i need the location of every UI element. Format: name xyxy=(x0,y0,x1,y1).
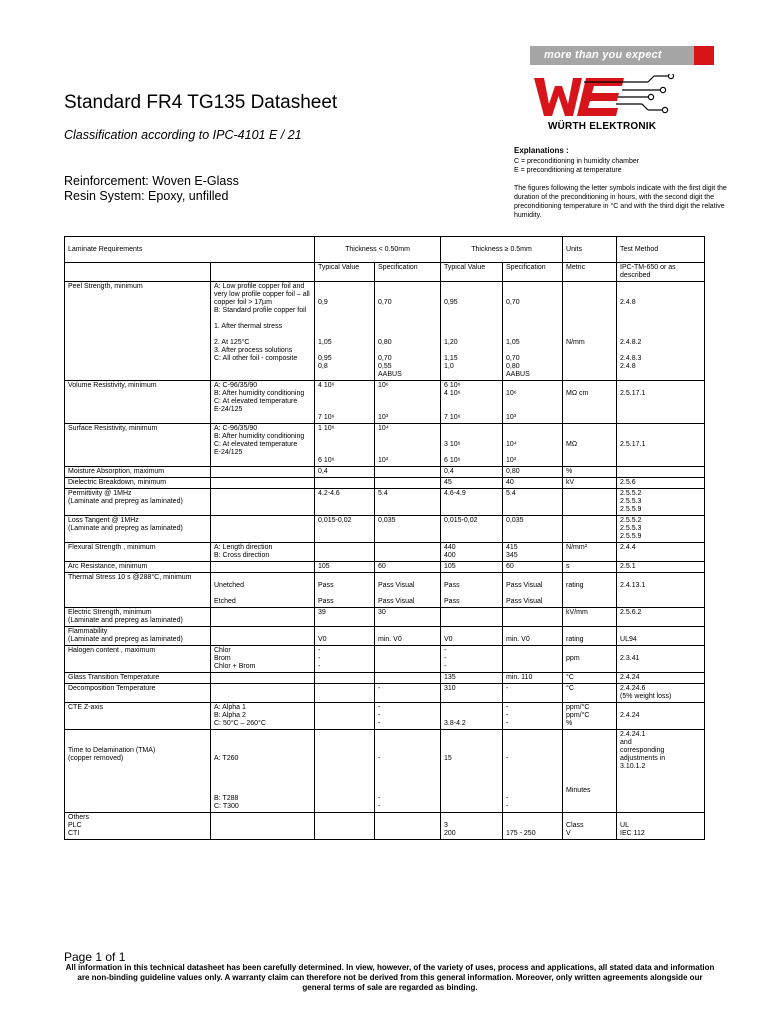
company-logo xyxy=(530,74,700,136)
cell-unit: Minutes xyxy=(563,730,617,813)
cell-spec-thin: 5.4 xyxy=(375,489,441,516)
banner-slogan: more than you expect xyxy=(530,46,694,65)
resin-system-text: Resin System: Epoxy, unfilled xyxy=(64,189,229,203)
cell-spec-thick: - xyxy=(503,684,563,703)
cell-test-method: 2.4.4 xyxy=(617,543,705,562)
cell-condition: Unetched Etched xyxy=(211,573,315,608)
cell-typical-thin: 0,4 xyxy=(315,467,375,478)
cell-condition xyxy=(211,608,315,627)
cell-typical-thick: 0,95 1,20 1,15 1,0 xyxy=(441,282,503,381)
table-row xyxy=(65,424,705,467)
table-row xyxy=(65,608,705,627)
cell-requirement: Peel Strength, minimum xyxy=(65,282,211,381)
cell-unit: kV/mm xyxy=(563,608,617,627)
cell-condition: Chlor Brom Chlor + Brom xyxy=(211,646,315,673)
cell-test-method: 2.5.17.1 xyxy=(617,381,705,424)
table-row xyxy=(65,703,705,730)
cell-test-method: 2.5.6.2 xyxy=(617,608,705,627)
cell-condition xyxy=(211,562,315,573)
cell-typical-thin: 39 xyxy=(315,608,375,627)
cell-test-method: 2.5.5.2 2.5.5.3 2.5.5.9 xyxy=(617,489,705,516)
cell-typical-thick: 3 200 xyxy=(441,813,503,840)
cell-spec-thick: 0,80 xyxy=(503,467,563,478)
cell-test-method: 2.5.6 xyxy=(617,478,705,489)
cell-requirement: Thermal Stress 10 s @288°C, minimum xyxy=(65,573,211,608)
cell-requirement: Halogen content , maximum xyxy=(65,646,211,673)
cell-spec-thin xyxy=(375,467,441,478)
cell-test-method: 2.5.5.2 2.5.5.3 2.5.5.9 xyxy=(617,516,705,543)
cell-spec-thin: 0,035 xyxy=(375,516,441,543)
cell-spec-thick: Pass Visual Pass Visual xyxy=(503,573,563,608)
cell-test-method xyxy=(617,467,705,478)
table-row xyxy=(65,467,705,478)
cell-spec-thin: min. V0 xyxy=(375,627,441,646)
cell-requirement: Loss Tangent @ 1MHz (Laminate and prepreg as laminated) xyxy=(65,516,211,543)
cell-requirement: Surface Resistivity, minimum xyxy=(65,424,211,467)
cell-typical-thick: 105 xyxy=(441,562,503,573)
cell-typical-thin xyxy=(315,684,375,703)
cell-unit: ppm/°C ppm/°C % xyxy=(563,703,617,730)
material-info xyxy=(64,174,239,204)
cell-typical-thick: 135 xyxy=(441,673,503,684)
cell-typical-thin: - - - xyxy=(315,646,375,673)
reinforcement-text: Reinforcement: Woven E-Glass xyxy=(64,174,239,188)
header-units: Units xyxy=(563,237,617,263)
cell-condition: A: T260 B: T288 C: T300 xyxy=(211,730,315,813)
cell-spec-thin: 10⁴ 10³ xyxy=(375,424,441,467)
cell-condition: A: Low profile copper foil and very low profile copper foil – all copper foil > 17µm B: Standard profile copper foil 1. After thermal stress 2. At 125°C 3. After process solutions C: All other foil - composite xyxy=(211,282,315,381)
table-row xyxy=(65,543,705,562)
cell-spec-thick: 0,70 1,05 0,70 0,80 AABUS xyxy=(503,282,563,381)
table-row xyxy=(65,478,705,489)
cell-typical-thick: Pass Pass xyxy=(441,573,503,608)
banner-accent xyxy=(694,46,714,65)
header-thickness-thick: Thickness ≥ 0.5mm xyxy=(441,237,563,263)
cell-requirement: Electric Strength, minimum (Laminate and prepreg as laminated) xyxy=(65,608,211,627)
cell-typical-thin xyxy=(315,730,375,813)
cell-condition xyxy=(211,489,315,516)
legal-disclaimer: All information in this technical datasheet has been carefully determined. In view, however, of the variety of uses, process and applications, all stated data and information are non-binding guideline values only. A warranty claim can therefore not be derived from this general information. Moreover, only written agreements alongside our general terms of sale are regarded as binding. xyxy=(65,963,715,992)
table-row xyxy=(65,516,705,543)
cell-typical-thick: 4.6-4.9 xyxy=(441,489,503,516)
cell-spec-thick: 0,035 xyxy=(503,516,563,543)
explanation-e: E = preconditioning at temperature xyxy=(514,167,622,174)
cell-typical-thick: 45 xyxy=(441,478,503,489)
subheader-empty xyxy=(211,263,315,282)
cell-typical-thin: 105 xyxy=(315,562,375,573)
cell-spec-thick: 40 xyxy=(503,478,563,489)
cell-typical-thick: 0,015-0,02 xyxy=(441,516,503,543)
cell-spec-thin: - - - xyxy=(375,703,441,730)
cell-typical-thick: 3 10⁶ 6 10⁶ xyxy=(441,424,503,467)
cell-test-method: 2.4.24 xyxy=(617,703,705,730)
cell-test-method: 2.3.41 xyxy=(617,646,705,673)
cell-test-method: 2.5.1 xyxy=(617,562,705,573)
cell-test-method: 2.4.24.6 (5% weight loss) xyxy=(617,684,705,703)
cell-test-method: UL IEC 112 xyxy=(617,813,705,840)
explanation-c: C = preconditioning in humidity chamber xyxy=(514,158,640,165)
cell-typical-thick: V0 xyxy=(441,627,503,646)
cell-unit: °C xyxy=(563,684,617,703)
cell-typical-thick: 6 10⁶ 4 10⁶ 7 10⁶ xyxy=(441,381,503,424)
cell-spec-thick: 60 xyxy=(503,562,563,573)
cell-condition xyxy=(211,684,315,703)
cell-unit: °C xyxy=(563,673,617,684)
table-row xyxy=(65,684,705,703)
cell-spec-thick: - - - xyxy=(503,730,563,813)
cell-test-method: 2.4.24 xyxy=(617,673,705,684)
cell-spec-thick: 10⁴ 10³ xyxy=(503,424,563,467)
table-subheader-row xyxy=(65,263,705,282)
cell-spec-thin xyxy=(375,813,441,840)
cell-requirement: Time to Delamination (TMA) (copper removed) xyxy=(65,730,211,813)
page-subtitle: Classification according to IPC-4101 E / 21 xyxy=(64,128,302,142)
table-row xyxy=(65,282,705,381)
subheader-empty xyxy=(65,263,211,282)
page-title: Standard FR4 TG135 Datasheet xyxy=(64,92,338,113)
cell-spec-thick: min. V0 xyxy=(503,627,563,646)
cell-test-method: 2.4.24.1 and corresponding adjustments in 3.10.1.2 xyxy=(617,730,705,813)
cell-typical-thin xyxy=(315,673,375,684)
table-row xyxy=(65,627,705,646)
explanation-paragraph: The figures following the letter symbols indicate with the first digit the duration of the preconditioning in hours, with the second digit the preconditioning temperature in °C and with the third digit the relative humidity. xyxy=(514,185,727,219)
subheader-metric: Metric xyxy=(563,263,617,282)
cell-requirement: Flammability (Laminate and prepreg as laminated) xyxy=(65,627,211,646)
cell-requirement: Volume Resistivity, minimum xyxy=(65,381,211,424)
cell-test-method: 2.4.13.1 xyxy=(617,573,705,608)
table-header-row xyxy=(65,237,705,263)
table-row xyxy=(65,730,705,813)
cell-spec-thick xyxy=(503,608,563,627)
header-test-method: Test Method xyxy=(617,237,705,263)
cell-spec-thin xyxy=(375,646,441,673)
header-laminate-requirements: Laminate Requirements xyxy=(65,237,315,263)
explanations-title: Explanations : xyxy=(514,146,569,155)
subheader-ipc: IPC-TM-650 or as described xyxy=(617,263,705,282)
cell-unit: rating xyxy=(563,573,617,608)
cell-unit xyxy=(563,516,617,543)
cell-condition: A: Alpha 1 B: Alpha 2 C: 50°C – 260°C xyxy=(211,703,315,730)
header-banner xyxy=(530,46,714,65)
cell-unit: MΩ xyxy=(563,424,617,467)
cell-requirement: Arc Resistance, minimum xyxy=(65,562,211,573)
laminate-table xyxy=(64,236,705,840)
cell-spec-thin xyxy=(375,543,441,562)
cell-spec-thin: - - - xyxy=(375,730,441,813)
cell-condition xyxy=(211,516,315,543)
cell-unit: N/mm² xyxy=(563,543,617,562)
cell-spec-thick: 5.4 xyxy=(503,489,563,516)
subheader-typical-thin: Typical Value xyxy=(315,263,375,282)
cell-typical-thin: Pass Pass xyxy=(315,573,375,608)
subheader-spec-thin: Specification xyxy=(375,263,441,282)
cell-requirement: Permittivity @ 1MHz (Laminate and prepreg as laminated) xyxy=(65,489,211,516)
cell-condition: A: C-96/35/90 B: After humidity conditioning C: At elevated temperature E-24/125 xyxy=(211,424,315,467)
cell-requirement: Moisture Absorption, maximum xyxy=(65,467,211,478)
cell-condition: A: C-96/35/90 B: After humidity conditioning C: At elevated temperature E-24/125 xyxy=(211,381,315,424)
cell-typical-thick xyxy=(441,608,503,627)
we-logo-icon xyxy=(530,74,700,120)
cell-typical-thin: 4 10⁶ 7 10⁶ xyxy=(315,381,375,424)
cell-spec-thin xyxy=(375,673,441,684)
cell-typical-thin: 0,015-0,02 xyxy=(315,516,375,543)
table-row xyxy=(65,813,705,840)
cell-unit: ppm xyxy=(563,646,617,673)
cell-typical-thin xyxy=(315,543,375,562)
cell-unit: Class V xyxy=(563,813,617,840)
cell-unit: N/mm xyxy=(563,282,617,381)
header-thickness-thin: Thickness < 0.50mm xyxy=(315,237,441,263)
cell-spec-thin: 10⁶ 10³ xyxy=(375,381,441,424)
cell-condition xyxy=(211,478,315,489)
cell-typical-thin xyxy=(315,813,375,840)
cell-requirement: Dielectric Breakdown, minimum xyxy=(65,478,211,489)
cell-spec-thick xyxy=(503,646,563,673)
logo-wordmark: WÜRTH ELEKTRONIK xyxy=(548,121,657,132)
table-row xyxy=(65,646,705,673)
cell-spec-thin: Pass Visual Pass Visual xyxy=(375,573,441,608)
cell-typical-thick: 0,4 xyxy=(441,467,503,478)
cell-spec-thick: - - - xyxy=(503,703,563,730)
cell-typical-thin: 1 10⁶ 6 10⁶ xyxy=(315,424,375,467)
cell-typical-thin xyxy=(315,478,375,489)
cell-typical-thick: 15 xyxy=(441,730,503,813)
page-number: Page 1 of 1 xyxy=(64,950,126,964)
cell-condition xyxy=(211,627,315,646)
explanations-box xyxy=(514,146,728,220)
cell-typical-thin: V0 xyxy=(315,627,375,646)
cell-test-method: UL94 xyxy=(617,627,705,646)
cell-spec-thick: 175 - 250 xyxy=(503,813,563,840)
cell-unit: % xyxy=(563,467,617,478)
cell-spec-thick: 10⁶ 10³ xyxy=(503,381,563,424)
cell-test-method: 2.5.17.1 xyxy=(617,424,705,467)
cell-spec-thin: 60 xyxy=(375,562,441,573)
subheader-typical-thick: Typical Value xyxy=(441,263,503,282)
cell-requirement: CTE Z-axis xyxy=(65,703,211,730)
table-row xyxy=(65,381,705,424)
cell-spec-thin: 30 xyxy=(375,608,441,627)
table-row xyxy=(65,673,705,684)
cell-condition xyxy=(211,673,315,684)
cell-typical-thick: - - - xyxy=(441,646,503,673)
cell-spec-thin: - xyxy=(375,684,441,703)
cell-typical-thin: 0,9 1,05 0,95 0,8 xyxy=(315,282,375,381)
cell-typical-thick: 3.8-4.2 xyxy=(441,703,503,730)
cell-requirement: Others PLC CTI xyxy=(65,813,211,840)
cell-condition xyxy=(211,467,315,478)
cell-unit: rating xyxy=(563,627,617,646)
subheader-spec-thick: Specification xyxy=(503,263,563,282)
cell-condition: A: Length direction B: Cross direction xyxy=(211,543,315,562)
cell-requirement: Decomposition Temperature xyxy=(65,684,211,703)
cell-unit: MΩ cm xyxy=(563,381,617,424)
cell-unit: kV xyxy=(563,478,617,489)
cell-condition xyxy=(211,813,315,840)
cell-typical-thick: 310 xyxy=(441,684,503,703)
cell-spec-thin: 0,70 0,80 0,70 0,55 AABUS xyxy=(375,282,441,381)
cell-requirement: Glass Transition Temperature xyxy=(65,673,211,684)
table-row xyxy=(65,489,705,516)
cell-requirement: Flexural Strength , minimum xyxy=(65,543,211,562)
table-row xyxy=(65,562,705,573)
cell-test-method: 2.4.8 2.4.8.2 2.4.8.3 2.4.8 xyxy=(617,282,705,381)
cell-typical-thin: 4.2-4.6 xyxy=(315,489,375,516)
cell-spec-thick: min. 110 xyxy=(503,673,563,684)
cell-unit xyxy=(563,489,617,516)
cell-spec-thin xyxy=(375,478,441,489)
cell-unit: s xyxy=(563,562,617,573)
cell-typical-thick: 440 400 xyxy=(441,543,503,562)
cell-typical-thin xyxy=(315,703,375,730)
cell-spec-thick: 415 345 xyxy=(503,543,563,562)
table-row xyxy=(65,573,705,608)
